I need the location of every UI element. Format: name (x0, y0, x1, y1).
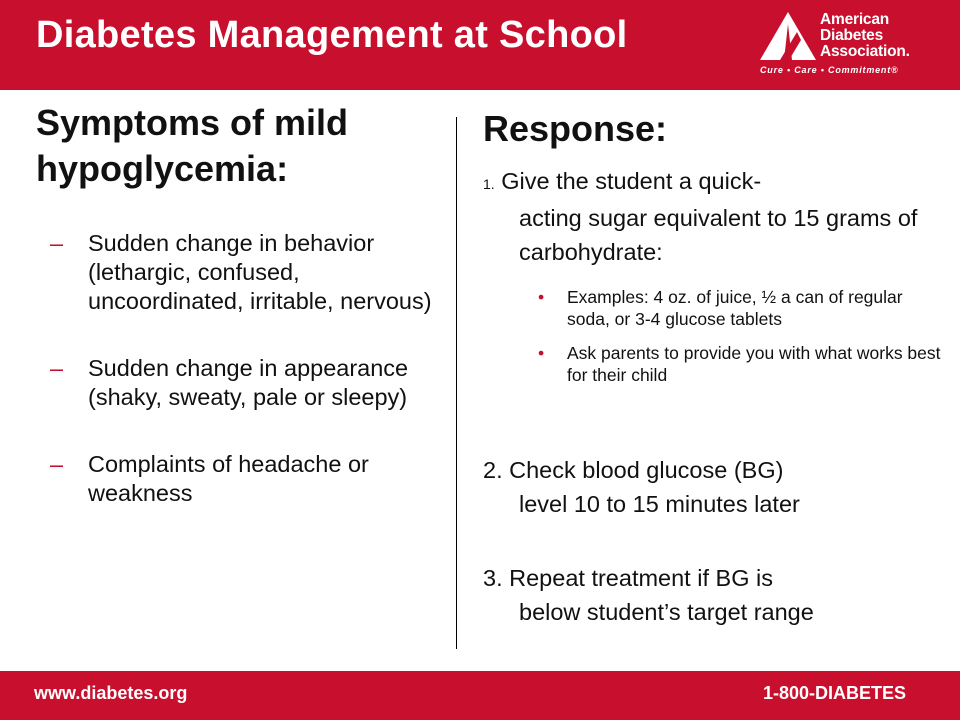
symptom-text: Sudden change in appearance (shaky, sweaty, pale or sleepy) (88, 355, 409, 410)
logo-tagline: Cure • Care • Commitment® (760, 65, 899, 75)
response-step-1 (483, 164, 938, 269)
symptom-text: Sudden change in behavior (lethargic, confused, uncoordinated, irritable, nervous) (88, 230, 432, 314)
step-3-line-2: below student’s target range (519, 599, 814, 625)
page-title: Diabetes Management at School (36, 14, 628, 56)
example-text: Ask parents to provide you with what works best for their child (567, 343, 941, 385)
header-bar (0, 0, 960, 90)
step-1-number: 1. (483, 176, 495, 192)
symptom-item (50, 229, 450, 316)
column-divider (456, 117, 457, 649)
symptoms-heading (36, 100, 436, 192)
symptoms-list (50, 229, 450, 546)
dash-marker: – (50, 230, 64, 256)
step-3-line-1: Repeat treatment if BG is (509, 565, 773, 591)
example-item (538, 286, 943, 330)
footer-website-link[interactable]: www.diabetes.org (34, 683, 188, 703)
response-step-2 (483, 453, 938, 521)
symptoms-heading-line-1: Symptoms of mild (36, 102, 349, 143)
example-item (538, 342, 943, 386)
examples-list (538, 286, 943, 398)
ada-logo (758, 10, 958, 82)
bullet-marker: • (538, 343, 545, 363)
logo-line-2: Diabetes (820, 27, 884, 44)
logo-line-1: American (820, 11, 890, 28)
example-text: Examples: 4 oz. of juice, ½ a can of regular soda, or 3-4 glucose tablets (567, 287, 903, 329)
bullet-marker: • (538, 287, 545, 307)
step-2-line-1: Check blood glucose (BG) (509, 457, 784, 483)
symptom-item (50, 354, 450, 412)
step-2-number: 2. (483, 457, 503, 483)
dash-marker: – (50, 451, 64, 477)
response-step-3 (483, 561, 938, 629)
footer-phone: 1-800-DIABETES (762, 683, 906, 703)
dash-marker: – (50, 355, 64, 381)
triangle-logo-icon (758, 10, 818, 62)
footer-bar (0, 671, 960, 720)
step-1-line-1: Give the student a quick- (501, 168, 762, 194)
logo-wordmark (820, 12, 910, 60)
step-3-number: 3. (483, 565, 503, 591)
step-2-line-2: level 10 to 15 minutes later (519, 491, 800, 517)
symptom-item (50, 450, 450, 508)
step-1-rest: acting sugar equivalent to 15 grams of carbohydrate: (519, 205, 918, 265)
logo-line-3: Association. (820, 43, 910, 60)
symptoms-heading-line-2: hypoglycemia: (36, 148, 289, 189)
symptom-text: Complaints of headache or weakness (88, 451, 369, 506)
response-heading: Response: (483, 108, 668, 149)
